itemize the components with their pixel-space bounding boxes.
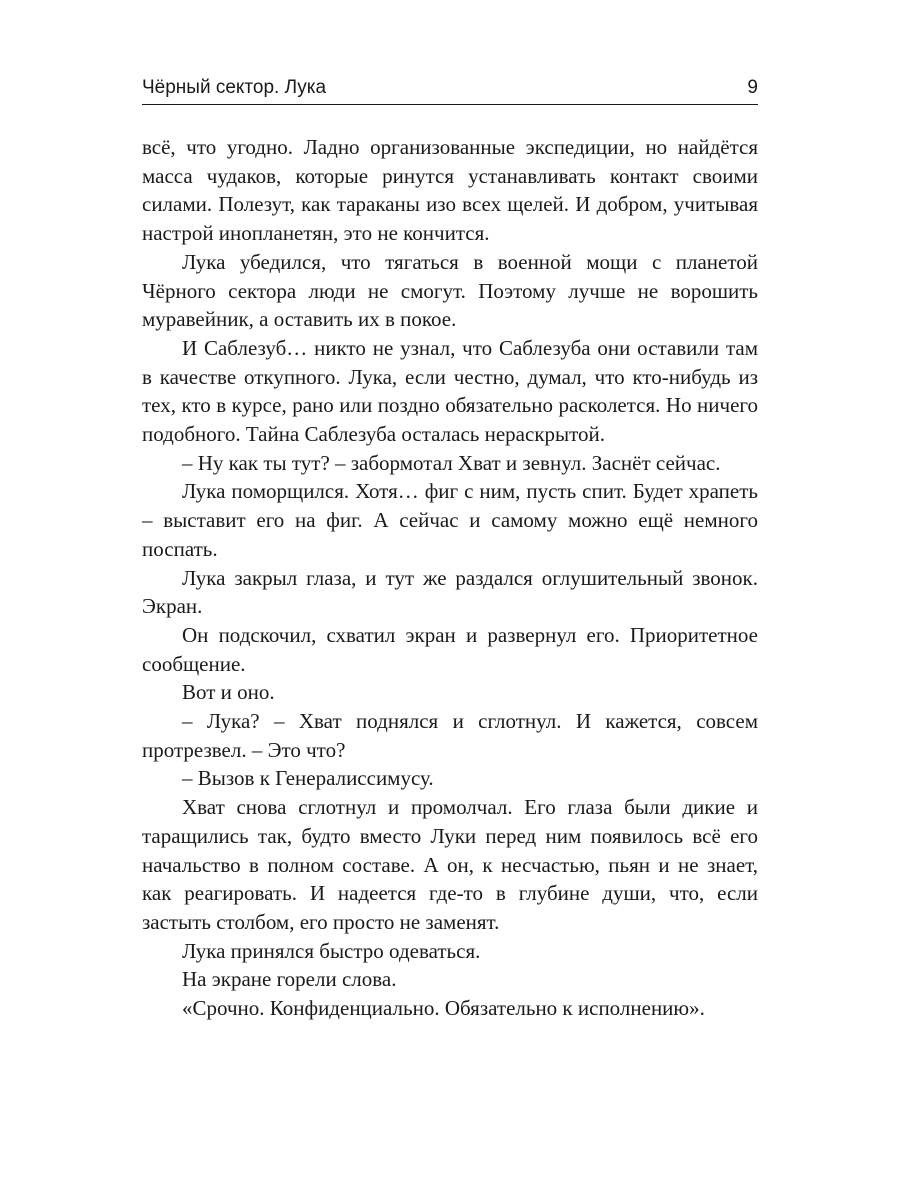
dialogue-paragraph: – Лука? – Хват поднялся и сглотнул. И кажется, совсем протрезвел. – Это что? (142, 709, 758, 762)
paragraph: Лука закрыл глаза, и тут же раздался оглушительный звонок. Экран. (142, 565, 758, 619)
body-text (142, 133, 758, 1023)
paragraph: Лука поморщился. Хотя… фиг с ним, пусть спит. Будет храпеть – выставит его на фиг. А сейчас и самому можно ещё немного поспать. (142, 479, 758, 561)
running-title: Чёрный сектор. Лука (142, 77, 327, 98)
dialogue-paragraph: – Вызов к Генералиссимусу. (182, 766, 434, 791)
paragraph: всё, что угодно. Ладно организованные экспедиции, но найдётся масса чудаков, которые ринутся устанавливать контакт своими силами. Полезут, как тараканы изо всех щелей. И добром, учитывая настрой инопланетян, это не кончится. (142, 135, 758, 246)
paragraph: Лука убедился, что тягаться в военной мощи с планетой Чёрного сектора люди не смогут. Поэтому лучше не ворошить муравейник, а оставить их в покое. (142, 249, 758, 332)
paragraph: Лука принялся быстро одеваться. (182, 938, 481, 963)
quoted-message: «Срочно. Конфиденциально. Обязательно к исполнению». (182, 996, 705, 1021)
book-page (142, 70, 758, 1023)
paragraph: Он подскочил, схватил экран и развернул его. Приоритетное сообщение. (142, 622, 758, 676)
dialogue-paragraph: – Ну как ты тут? – забормотал Хват и зевнул. Заснёт сейчас. (182, 450, 721, 475)
running-header (142, 70, 758, 100)
page-number: 9 (747, 77, 758, 98)
paragraph: И Саблезуб… никто не узнал, что Саблезуба они оставили там в качестве откупного. Лука, если честно, думал, что кто-нибудь из тех, кто в курсе, рано или поздно обязательно расколется. Но ничего подобного. Тайна Саблезуба осталась нераскрытой. (142, 335, 758, 447)
paragraph: Вот и оно. (182, 680, 275, 705)
paragraph: Хват снова сглотнул и промолчал. Его глаза были дикие и таращились так, будто вместо Луки перед ним появилось всё его начальство в полном составе. А он, к несчастью, пьян и не знает, как реагировать. И надеется где-то в глубине души, что, если застыть столбом, его просто не заменят. (142, 795, 758, 934)
paragraph: На экране горели слова. (182, 967, 397, 992)
header-rule (142, 104, 758, 105)
